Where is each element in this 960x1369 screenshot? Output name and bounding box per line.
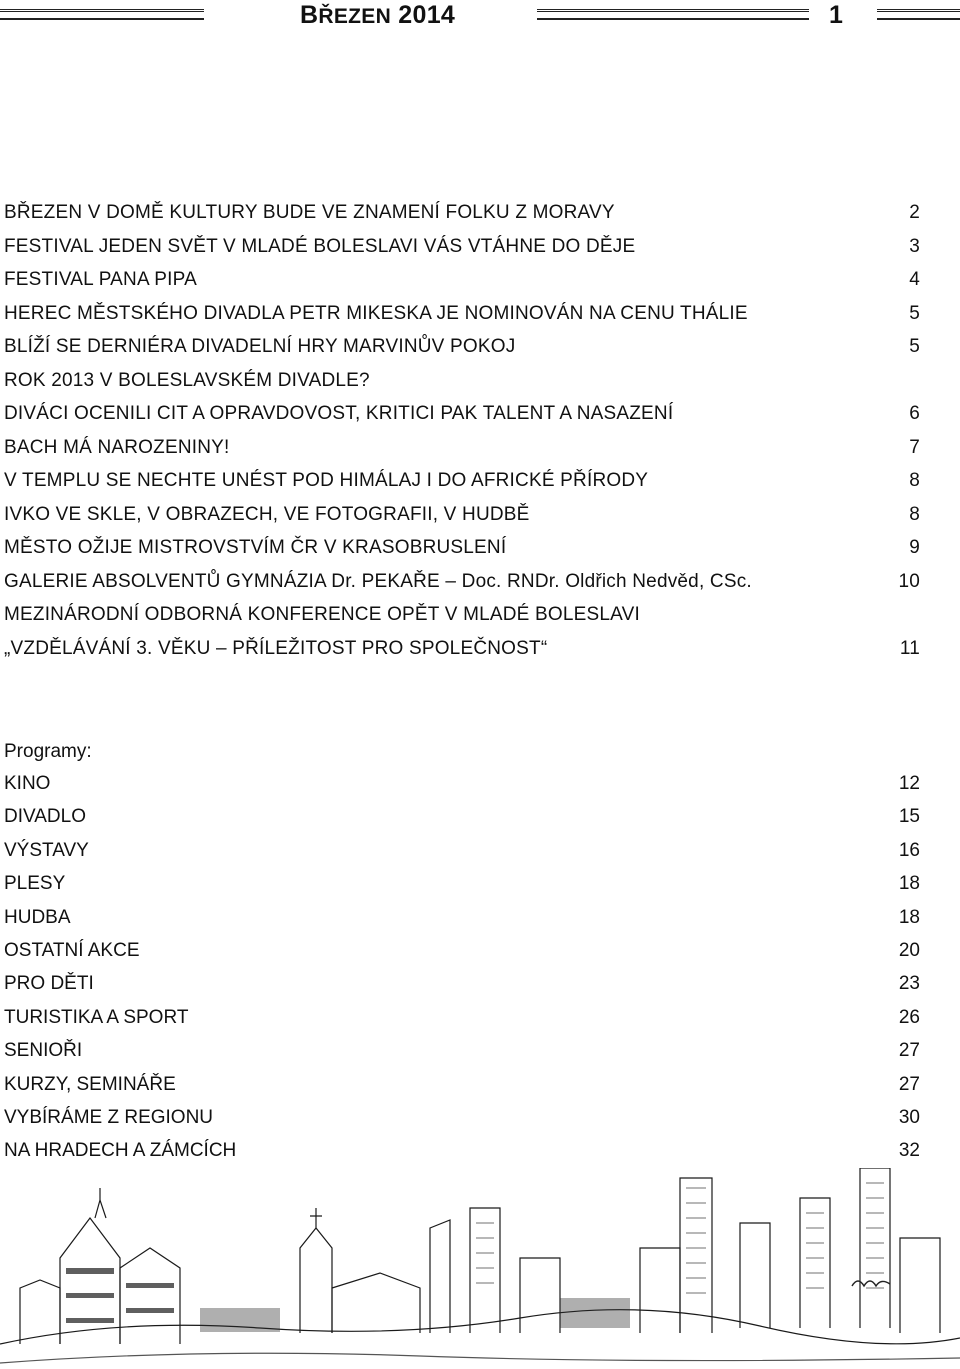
toc-title: IVKO VE SKLE, V OBRAZECH, VE FOTOGRAFII, V HUDBĚ xyxy=(4,503,530,525)
toc-row xyxy=(4,265,920,299)
toc-title: BACH MÁ NAROZENINY! xyxy=(4,436,230,458)
program-row xyxy=(4,1001,920,1034)
toc-row xyxy=(4,600,920,634)
program-title: NA HRADECH A ZÁMCÍCH xyxy=(4,1140,237,1162)
toc-title: FESTIVAL JEDEN SVĚT V MLADÉ BOLESLAVI VÁS VTÁHNE DO DĚJE xyxy=(4,235,636,257)
toc-title: FESTIVAL PANA PIPA xyxy=(4,269,197,290)
toc-title: „VZDĚLÁVÁNÍ 3. VĚKU – PŘÍLEŽITOST PRO SPOLEČNOST“ xyxy=(4,637,548,659)
program-title: KINO xyxy=(4,773,51,794)
program-title: PLESY xyxy=(4,873,66,895)
toc-page: 2 xyxy=(909,202,920,223)
program-row xyxy=(4,1068,920,1101)
programs-heading: Programy: xyxy=(4,741,92,762)
toc-row xyxy=(4,332,920,366)
header-rule-left xyxy=(0,9,204,20)
toc-title: GALERIE ABSOLVENTŮ GYMNÁZIA Dr. PEKAŘE – Doc. RNDr. Oldřich Nedvěd, CSc. xyxy=(4,570,752,592)
toc-page: 5 xyxy=(909,302,920,324)
toc-title: BŘEZEN V DOMĚ KULTURY BUDE VE ZNAMENÍ FOLKU Z MORAVY xyxy=(4,202,615,223)
program-row xyxy=(4,800,920,833)
program-title: TURISTIKA A SPORT xyxy=(4,1006,189,1028)
toc-title: MEZINÁRODNÍ ODBORNÁ KONFERENCE OPĚT V MLADÉ BOLESLAVI xyxy=(4,604,640,625)
page-number: 1 xyxy=(829,1,843,29)
toc-title: MĚSTO OŽIJE MISTROVSTVÍM ČR V KRASOBRUSLENÍ xyxy=(4,537,507,558)
issue-title xyxy=(300,1,455,30)
toc-row xyxy=(4,433,920,467)
program-title: VÝSTAVY xyxy=(4,839,89,861)
month-rest: ŘEZEN xyxy=(318,5,392,28)
table-of-contents xyxy=(4,198,920,667)
toc-page: 9 xyxy=(909,537,920,558)
program-row xyxy=(4,967,920,1000)
toc-row xyxy=(4,366,920,400)
issue-year: 2014 xyxy=(398,1,456,29)
toc-row xyxy=(4,567,920,601)
program-row xyxy=(4,867,920,900)
toc-row xyxy=(4,198,920,232)
toc-page: 3 xyxy=(909,235,920,257)
program-title: DIVADLO xyxy=(4,806,87,828)
program-row xyxy=(4,767,920,800)
program-page: 26 xyxy=(898,1006,920,1028)
program-page: 18 xyxy=(898,873,920,895)
program-page: 27 xyxy=(898,1040,920,1062)
toc-row xyxy=(4,533,920,567)
header-rule-middle xyxy=(537,9,809,20)
program-page: 32 xyxy=(898,1140,920,1162)
program-title: KURZY, SEMINÁŘE xyxy=(4,1073,176,1095)
program-title: HUDBA xyxy=(4,906,71,928)
toc-title: ROK 2013 V BOLESLAVSKÉM DIVADLE? xyxy=(4,369,370,391)
program-title: SENIOŘI xyxy=(4,1040,83,1062)
toc-page: 8 xyxy=(909,470,920,491)
program-page: 27 xyxy=(898,1073,920,1095)
program-page: 30 xyxy=(898,1106,920,1128)
toc-page: 10 xyxy=(898,570,920,592)
program-page: 23 xyxy=(898,973,920,995)
toc-row xyxy=(4,466,920,500)
toc-page: 11 xyxy=(899,637,920,659)
toc-row xyxy=(4,500,920,534)
program-page: 12 xyxy=(898,773,920,794)
program-title: PRO DĚTI xyxy=(4,973,94,995)
program-page: 16 xyxy=(898,839,920,861)
toc-title: BLÍŽÍ SE DERNIÉRA DIVADELNÍ HRY MARVINŮV POKOJ xyxy=(4,336,516,357)
page-header xyxy=(0,0,960,30)
city-skyline-sketch-icon xyxy=(0,1168,960,1369)
program-row xyxy=(4,934,920,967)
toc-page: 4 xyxy=(909,269,920,290)
toc-page: 5 xyxy=(909,336,920,357)
toc-row xyxy=(4,232,920,266)
month-initial: B xyxy=(300,1,319,29)
program-title: OSTATNÍ AKCE xyxy=(4,939,140,961)
toc-title: DIVÁCI OCENILI CIT A OPRAVDOVOST, KRITICI PAK TALENT A NASAZENÍ xyxy=(4,403,674,424)
program-row xyxy=(4,834,920,867)
program-page: 15 xyxy=(898,806,920,828)
toc-title: HEREC MĚSTSKÉHO DIVADLA PETR MIKESKA JE NOMINOVÁN NA CENU THÁLIE xyxy=(4,302,748,324)
toc-row xyxy=(4,634,920,668)
program-title: VYBÍRÁME Z REGIONU xyxy=(4,1106,214,1128)
toc-title: V TEMPLU SE NECHTE UNÉST POD HIMÁLAJ I DO AFRICKÉ PŘÍRODY xyxy=(4,470,649,491)
program-page: 20 xyxy=(898,939,920,961)
program-page: 18 xyxy=(898,906,920,928)
programs-list xyxy=(4,767,920,1168)
program-row xyxy=(4,1134,920,1167)
toc-page: 7 xyxy=(909,436,920,458)
program-row xyxy=(4,1034,920,1067)
program-row xyxy=(4,1101,920,1134)
toc-page: 6 xyxy=(909,403,920,424)
toc-row xyxy=(4,399,920,433)
toc-row xyxy=(4,299,920,333)
toc-page: 8 xyxy=(909,503,920,525)
program-row xyxy=(4,901,920,934)
header-rule-right xyxy=(877,9,960,20)
